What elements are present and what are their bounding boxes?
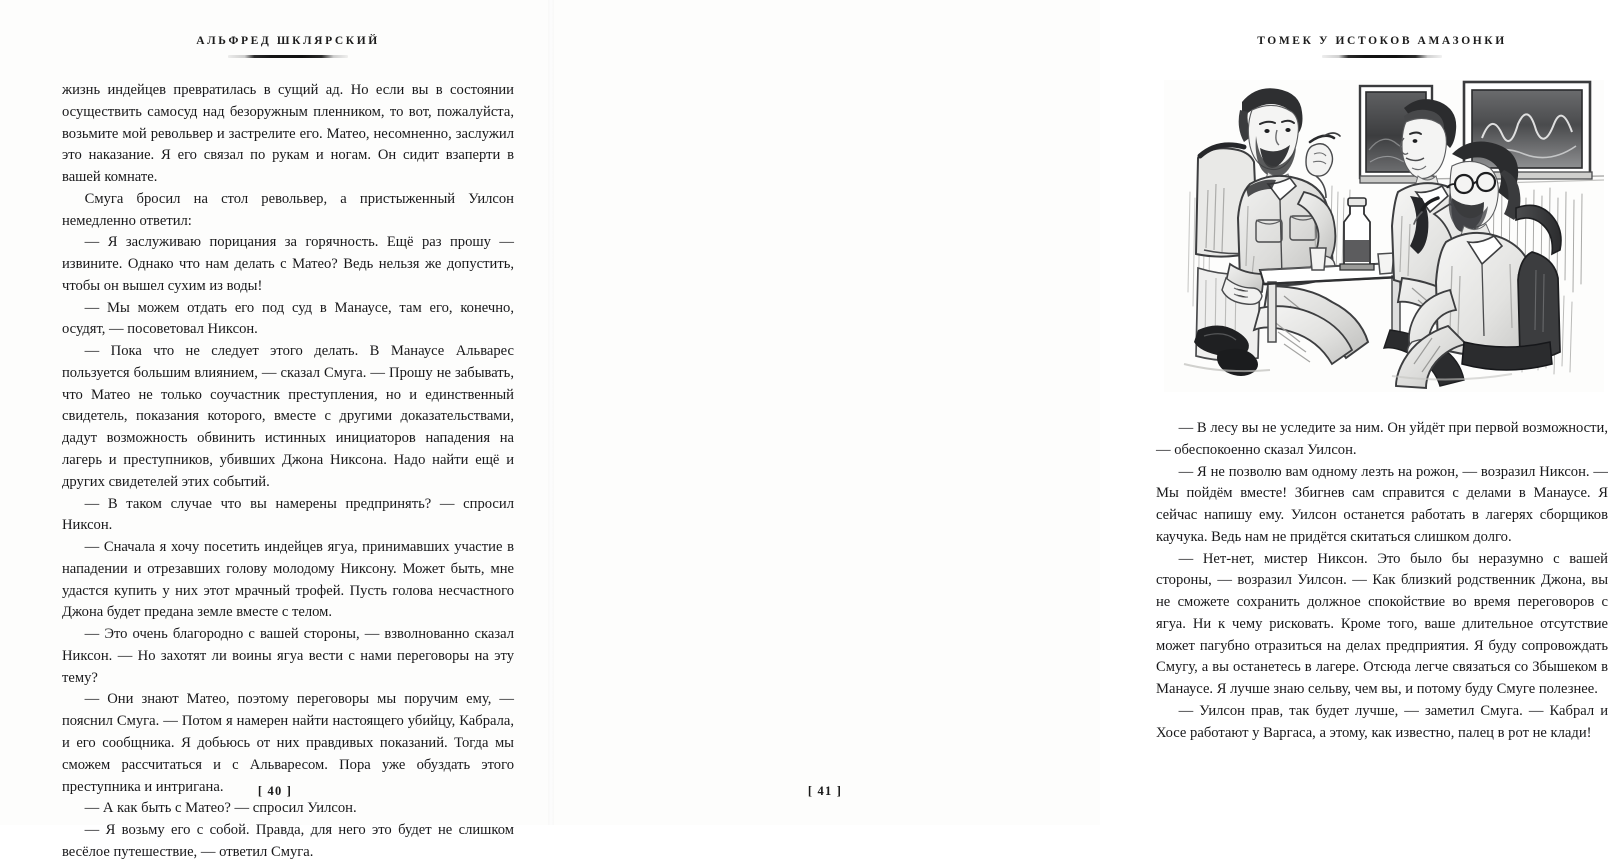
paragraph: — Я не позволю вам одному лезть на рожон, — возразил Никсон. — Мы пойдём вместе! Збигнев сам справится с делами в Манаусе. Я сейчас напишу ему. Уилсон останется работать в лагерях сборщиков каучука. Ведь нам не придётся скитаться слишком долго. xyxy=(1156,463,1608,545)
left-running-head-text: АЛЬФРЕД ШКЛЯРСКИЙ xyxy=(196,35,380,47)
rule-ornament-icon xyxy=(1322,55,1442,58)
paragraph: — Сначала я хочу посетить индейцев ягуа, принимавших участие в нападении и отрезавших голову молодому Никсону. Может быть, мне удастся купить у них этот мрачный трофей. Пусть голова несчастного Джона будет предана земле вместе с телом. xyxy=(62,539,514,621)
left-page xyxy=(0,0,550,860)
paragraph: Смуга бросил на стол револьвер, а пристыженный Уилсон немедленно ответил: xyxy=(62,190,514,229)
paragraph: — Я заслуживаю порицания за горячность. Ещё раз прошу — извините. Однако что нам делать с Матео? Ведь нельзя же допустить, чтобы он вышел сухим из воды! xyxy=(62,234,514,294)
paragraph: — Это очень благородно с вашей стороны, — взволнованно сказал Никсон. — Но захотят ли воины ягуа вести с нами переговоры на эту тему? xyxy=(62,626,514,686)
paragraph: жизнь индейцев превратилась в сущий ад. Но если вы в состоянии осуществить самосуд над безоружным пленником, то вот, пожалуйста, возьмите мой револьвер и застрелите его. Матео, несомненно, заслужил это наказание. Я его связал по рукам и ногам. Он сидит взаперти в вашей комнате. xyxy=(62,82,514,186)
right-page xyxy=(550,0,1608,825)
rule-ornament-icon xyxy=(228,55,348,58)
left-page-number: [ 40 ] xyxy=(257,784,293,798)
paragraph: — В лесу вы не уследите за ним. Он уйдёт при первой возможности, — обеспокоенно сказал Уилсон. xyxy=(1156,420,1608,458)
right-page-number: [ 41 ] xyxy=(807,784,843,798)
left-text-column xyxy=(62,80,514,864)
right-running-head-text: ТОМЕК У ИСТОКОВ АМАЗОНКИ xyxy=(1257,35,1507,47)
paragraph: — Пока что не следует этого делать. В Манаусе Альварес пользуется большим влиянием, — сказал Смуга. — Прошу не забывать, что Матео не только соучастник преступления, но и единственный свидетель, показания которого, вместе с другими доказательствами, дадут возможность обвинить истинных инициаторов нападения на лагерь и преступников, убивших Джона Никсона. Надо найти ещё и других свидетелей этих событий. xyxy=(62,343,514,490)
left-running-head xyxy=(62,36,514,58)
right-running-head xyxy=(1156,36,1608,58)
illustration-three-men-conversation xyxy=(1164,80,1604,392)
paragraph: — А как быть с Матео? — спросил Уилсон. xyxy=(84,800,357,817)
paragraph: — В таком случае что вы намерены предпринять? — спросил Никсон. xyxy=(62,495,514,534)
paragraph: — Они знают Матео, поэтому переговоры мы поручим ему, — пояснил Смуга. — Потом я намерен найти настоящего убийцу, Кабрала, и его сообщника. Я добьюсь от них правдивых показаний. Тогда мы сможем рассчитаться и с Альваресом. Пора уже обуздать этого преступника и интригана. xyxy=(62,691,514,795)
paragraph: — Уилсон прав, так будет лучше, — заметил Смуга. — Кабрал и Хосе работают у Варгаса, а этому, как известно, палец в рот не клади! xyxy=(1156,702,1608,741)
paragraph: — Я возьму его с собой. Правда, для него это будет не слишком весёлое путешествие, — ответил Смуга. xyxy=(62,822,514,860)
paragraph: — Мы можем отдать его под суд в Манаусе, там его, конечно, осудят, — посоветовал Никсон. xyxy=(62,299,514,338)
right-text-column xyxy=(1156,418,1608,744)
paragraph: — Нет-нет, мистер Никсон. Это было бы неразумно с вашей стороны, — возразил Уилсон. — Как близкий родственник Джона, вы не сможете сохранить должное спокойствие во время переговоров с ягуа. Ни к чему рисковать. Кроме того, ваше длительное отсутствие может пагубно отразиться на делах предприятия. Я буду сопровождать Смугу, а вы останетесь в лагере. Отсюда легче связаться со Збышеком в Манаусе. Я лучше знаю сельву, чем вы, и потому буду Смуге полезнее. xyxy=(1156,550,1608,698)
